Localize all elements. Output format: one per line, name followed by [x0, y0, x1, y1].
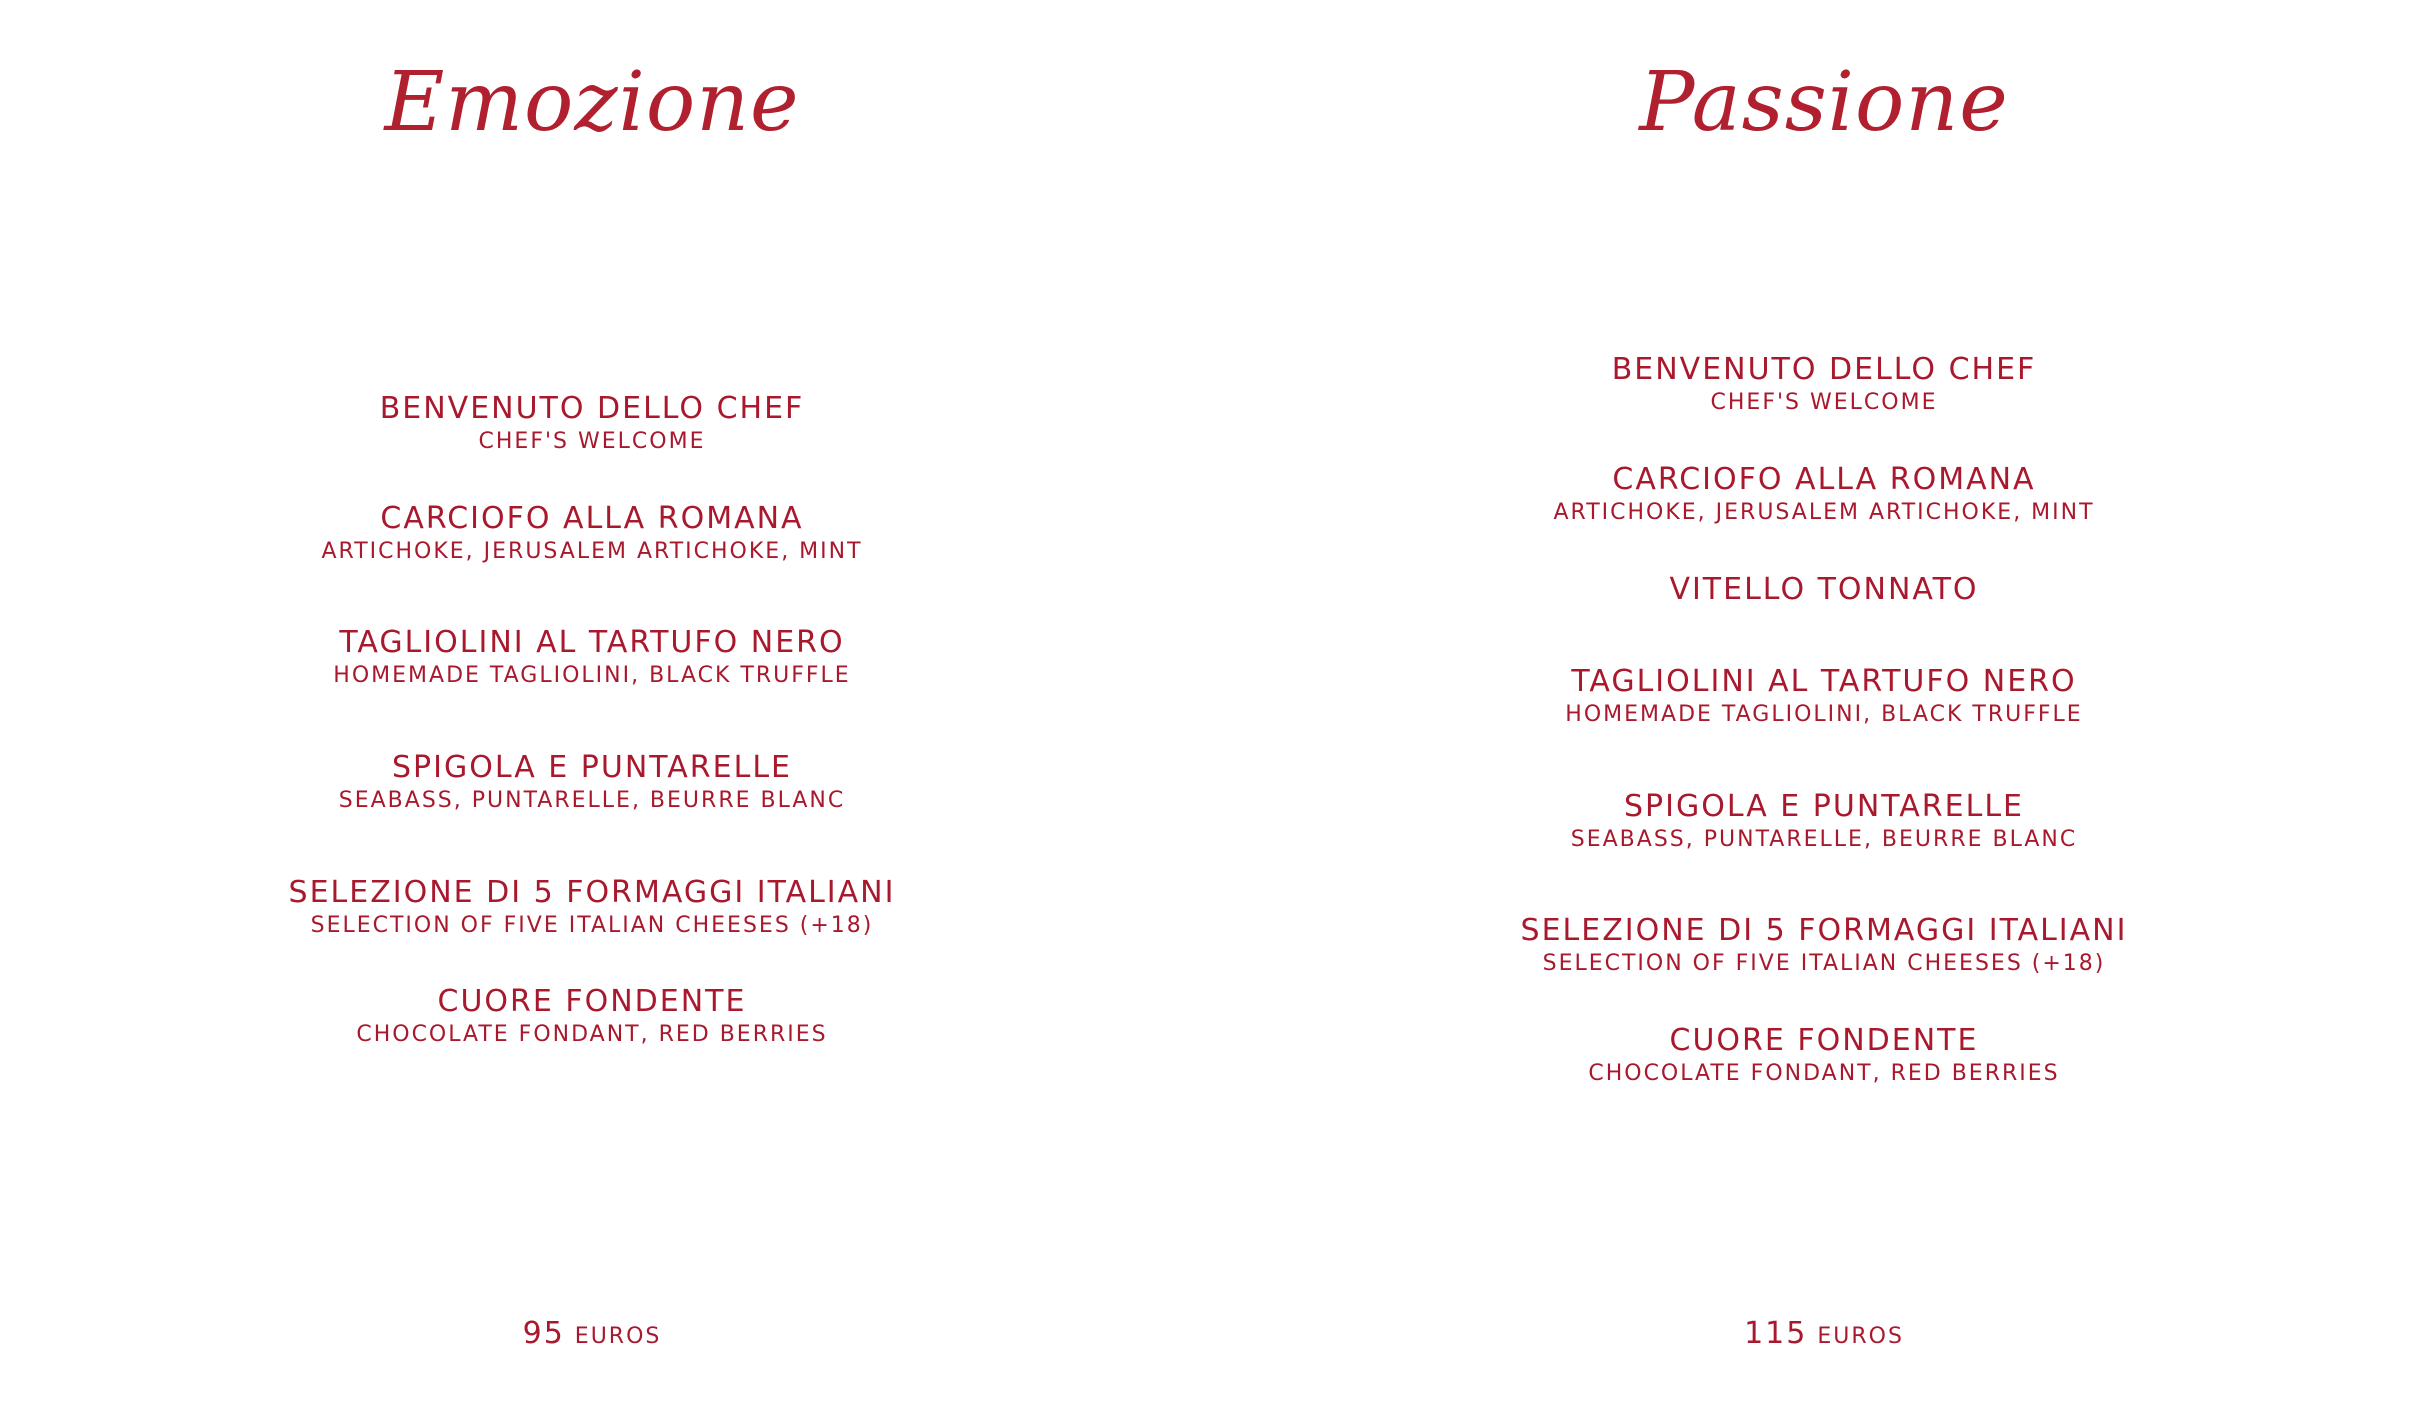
- course-name: CARCIOFO ALLA ROMANA: [1612, 462, 2036, 497]
- course-name: CUORE FONDENTE: [1669, 1023, 1979, 1058]
- course-description: CHOCOLATE FONDANT, RED BERRIES: [356, 1021, 828, 1047]
- course-item: [1232, 463, 2416, 528]
- menu-title: Emozione: [384, 55, 800, 150]
- course-item: [1232, 573, 2416, 608]
- course-description: SEABASS, PUNTARELLE, BEURRE BLANC: [1570, 826, 2078, 852]
- price-unit: EUROS: [574, 1324, 662, 1349]
- course-description: HOMEMADE TAGLIOLINI, BLACK TRUFFLE: [333, 662, 851, 688]
- menu-title: Passione: [1639, 55, 2009, 150]
- course-name: BENVENUTO DELLO CHEF: [1611, 352, 2037, 387]
- course-description: CHEF'S WELCOME: [1710, 389, 1938, 415]
- course-item: [1232, 914, 2416, 979]
- course-name: BENVENUTO DELLO CHEF: [379, 391, 805, 426]
- course-name: CARCIOFO ALLA ROMANA: [380, 501, 804, 536]
- course-item: [1232, 1024, 2416, 1089]
- course-name: CUORE FONDENTE: [437, 984, 747, 1019]
- menu-price: [0, 1316, 1184, 1351]
- course-name: SPIGOLA E PUNTARELLE: [1624, 789, 2024, 824]
- course-item: [1232, 353, 2416, 418]
- course-item: [0, 876, 1184, 941]
- course-item: [0, 502, 1184, 567]
- course-description: SELECTION OF FIVE ITALIAN CHEESES (+18): [1542, 950, 2106, 976]
- course-item: [0, 626, 1184, 691]
- course-item: [0, 751, 1184, 816]
- course-description: ARTICHOKE, JERUSALEM ARTICHOKE, MINT: [1553, 499, 2095, 525]
- course-description: CHOCOLATE FONDANT, RED BERRIES: [1588, 1060, 2060, 1086]
- course-description: ARTICHOKE, JERUSALEM ARTICHOKE, MINT: [321, 538, 863, 564]
- course-item: [0, 392, 1184, 457]
- course-item: [1232, 665, 2416, 730]
- menu-price: [1232, 1316, 2416, 1351]
- price-amount: 115: [1744, 1316, 1808, 1351]
- price-unit: EUROS: [1817, 1324, 1904, 1349]
- course-name: SPIGOLA E PUNTARELLE: [392, 750, 792, 785]
- tasting-menu-emozione: [0, 0, 1184, 1424]
- course-description: SELECTION OF FIVE ITALIAN CHEESES (+18): [310, 912, 874, 938]
- course-description: CHEF'S WELCOME: [478, 428, 706, 454]
- course-name: SELEZIONE DI 5 FORMAGGI ITALIANI: [1520, 913, 2128, 948]
- course-description: HOMEMADE TAGLIOLINI, BLACK TRUFFLE: [1565, 701, 2083, 727]
- course-name: TAGLIOLINI AL TARTUFO NERO: [1571, 664, 2077, 699]
- course-description: SEABASS, PUNTARELLE, BEURRE BLANC: [338, 787, 846, 813]
- course-name: TAGLIOLINI AL TARTUFO NERO: [339, 625, 845, 660]
- course-item: [1232, 790, 2416, 855]
- price-amount: 95: [522, 1316, 565, 1351]
- course-item: [0, 985, 1184, 1050]
- course-name: SELEZIONE DI 5 FORMAGGI ITALIANI: [288, 875, 896, 910]
- tasting-menu-passione: [1232, 0, 2416, 1424]
- course-name: VITELLO TONNATO: [1669, 572, 1979, 607]
